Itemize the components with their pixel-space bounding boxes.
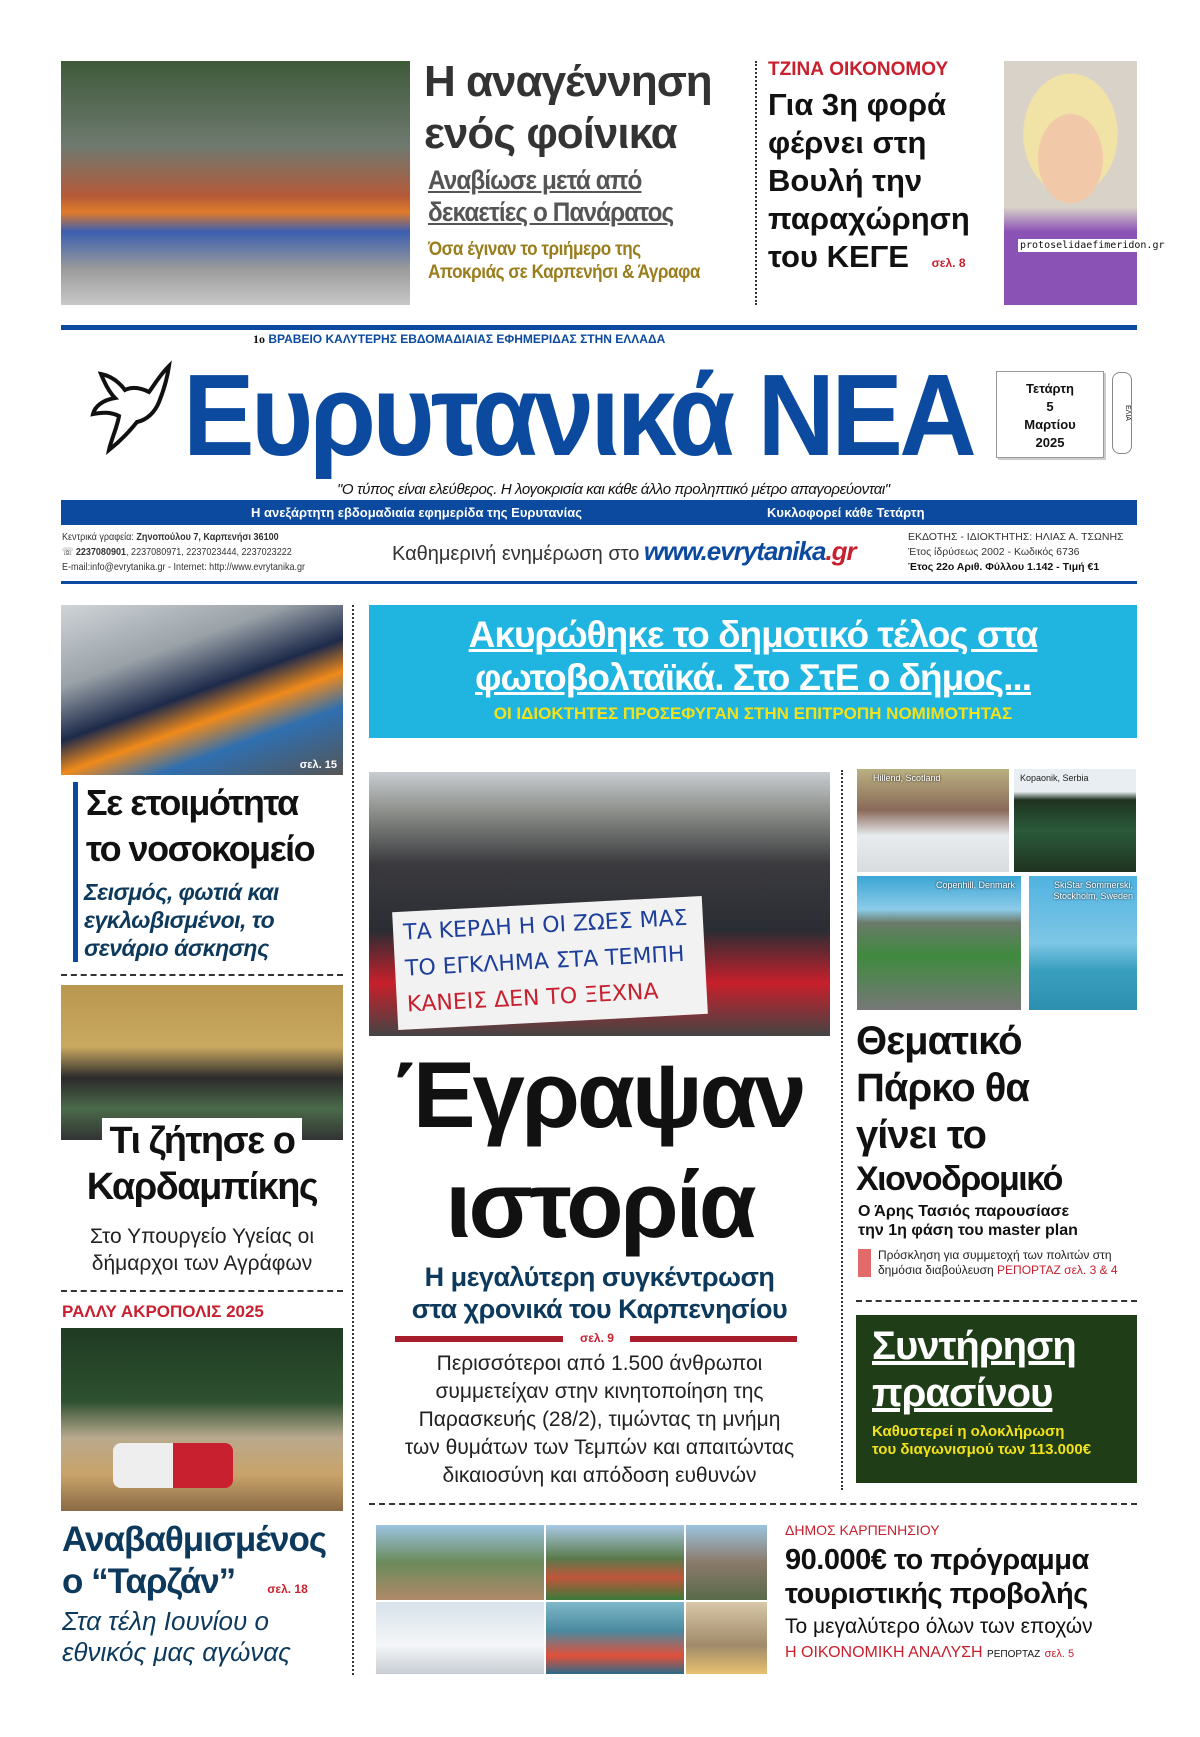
headline-line: το νοσοκομείο: [86, 828, 315, 869]
section-divider: [61, 1290, 343, 1292]
badge-text: ΕΛΙΑ: [1124, 405, 1131, 421]
ref-label: ΡΕΠΟΡΤΑΖ: [987, 1649, 1041, 1660]
red-rule-left: [395, 1336, 563, 1342]
masthead-rule: [61, 325, 1137, 330]
headline-line: Τι ζήτησε ο: [102, 1118, 303, 1164]
founded: Έτος ίδρύσεως 2002 - Κωδικός 6736: [908, 546, 1080, 558]
page-ref: σελ. 8: [931, 256, 966, 270]
body-line: Παρασκευής (28/2), τιμώντας τη μνήμη: [418, 1408, 781, 1431]
headline-line: Χιονοδρομικό: [856, 1160, 1062, 1198]
website-promo: [392, 536, 856, 567]
page-ref: σελ. 9: [580, 1331, 614, 1345]
protest-banner: [392, 896, 708, 1030]
headline-line: Καρδαμπίκης: [86, 1166, 318, 1208]
tourism-photo-snow: [376, 1602, 544, 1674]
headline-line: ο “Ταρζάν”: [62, 1562, 236, 1601]
green-maintenance-box: [856, 1315, 1137, 1483]
main-headline: [369, 1040, 830, 1260]
headline-line: του ΚΕΓΕ: [768, 239, 909, 274]
body-line: των θυμάτων των Τεμπών και απαιτώντας: [404, 1436, 795, 1459]
bottom-headline: [785, 1543, 1089, 1611]
date-box: [996, 371, 1104, 458]
tourism-photo-houses: [686, 1602, 767, 1674]
award-line: [253, 332, 665, 347]
subhead-line: Η μεγαλύτερη συγκέντρωση: [424, 1262, 775, 1292]
banner-sub: ΟΙ ΙΔΙΟΚΤΗΤΕΣ ΠΡΟΣΕΦΥΓΑΝ ΣΤΗΝ ΕΠΙΤΡΟΠΗ ΝΟΜΙΜΟΤΗΤΑΣ: [493, 704, 1013, 723]
carnival-photo: [61, 61, 410, 305]
top-deck-line: Όσα έγιναν το τριήμερο της: [428, 239, 641, 260]
protest-banner-line: ΚΑΝΕΙΣ ΔΕΝ ΤΟ ΞΕΧΝΑ: [406, 979, 660, 1018]
photo-label: Hillend, Scotland: [873, 773, 941, 783]
column-divider: [755, 61, 757, 305]
sub-line: εθνικός μας αγώνας: [62, 1637, 291, 1667]
body-line: Περισσότεροι από 1.500 άνθρωποι: [436, 1352, 763, 1375]
rally-sub: [62, 1606, 291, 1668]
sub-line: Στα τέλη Ιουνίου ο: [62, 1606, 269, 1636]
website-domain: www.evrytanika: [643, 536, 826, 566]
headline-line: γίνει το: [856, 1113, 986, 1157]
body-line: δικαιοσύνη και απόδοση ευθυνών: [442, 1464, 757, 1487]
top-subhead-line: Αναβίωσε μετά από: [428, 165, 642, 195]
issue: Έτος 22ο Αριθ. Φύλλου 1.142 - Τιμή €1: [908, 561, 1100, 573]
sub-line: εγκλωβισμένοι, το: [84, 907, 275, 933]
sub-line: Στο Υπουργείο Υγείας οι: [89, 1225, 315, 1248]
top-subhead: [428, 164, 673, 228]
publisher-info: [908, 530, 1124, 575]
hospital-sub: [84, 878, 279, 962]
top-deck-line: Αποκριάς σε Καρπενήσι & Άγραφα: [428, 262, 700, 283]
portrait-photo: [1004, 61, 1165, 305]
phone-icon: ☏: [62, 546, 74, 558]
ski-photo-kopaonik: [1014, 769, 1136, 872]
blue-accent-bar: [73, 782, 78, 962]
ski-park-headline: [856, 1018, 1062, 1199]
elia-badge-icon: [1112, 372, 1132, 454]
page-ref: σελ. 15: [299, 759, 337, 771]
tourism-photo-building: [686, 1525, 767, 1600]
headline-line: παραχώρηση: [768, 201, 970, 236]
phone-main: 2237080901: [75, 546, 127, 558]
top-right-kicker: ΤΖΙΝΑ ΟΙΚΟΝΟΜΟΥ: [768, 59, 949, 80]
tourism-photo-village: [376, 1525, 544, 1600]
sub-line: Ο Άρης Τασιός παρουσίασε: [858, 1203, 1070, 1220]
section-divider: [856, 1300, 1137, 1302]
section-divider: [61, 974, 343, 976]
publisher: ΕΚΔΟΤΗΣ - ΙΔΙΟΚΤΗΤΗΣ: ΗΛΙΑΣ Α. ΤΣΩΝΗΣ: [908, 531, 1124, 543]
date-weekday: Τετάρτη: [1025, 381, 1074, 396]
sub-line: Σεισμός, φωτιά και: [84, 879, 279, 905]
red-rule-right: [630, 1336, 797, 1342]
body-line: συμμετείχαν στην κινητοποίηση της: [435, 1380, 764, 1403]
protest-photo: [369, 772, 830, 1036]
headline-line: φέρνει στη: [768, 125, 927, 160]
headline-line: Έγραψαν: [385, 1040, 813, 1150]
green-headline-line: Συντήρηση: [872, 1324, 1076, 1368]
subhead-line: στα χρονικά του Καρπενησίου: [411, 1294, 788, 1324]
headline-line: Σε ετοιμότητα: [86, 782, 298, 823]
hospital-drill-photo: [61, 605, 343, 775]
kardampikis-sub: [61, 1223, 343, 1277]
date-day: 5: [1046, 399, 1054, 414]
masthead-motto: "Ο τύπος είναι ελεύθερος. Η λογοκρισία και κάθε άλλο προληπτικό μέτρο απαγορεύονται": [337, 481, 890, 498]
headline-line: Θεματικό: [856, 1019, 1022, 1063]
solar-fee-banner: [369, 605, 1137, 738]
headline-line: τουριστικής προβολής: [785, 1578, 1088, 1610]
sub-line: σενάριο άσκησης: [84, 935, 269, 961]
phones: , 2237080971, 2237023444, 2237023222: [126, 546, 292, 558]
column-divider: [841, 770, 843, 1490]
headline-line: Πάρκο θα: [856, 1066, 1029, 1110]
note-line: Πρόσκληση για συμμετοχή των πολιτών στη: [878, 1248, 1112, 1262]
headline-line: Για 3η φορά: [768, 87, 947, 122]
masthead-bar: [61, 500, 1137, 525]
rally-photo: [61, 1328, 343, 1511]
green-headline-line: πρασίνου: [872, 1371, 1053, 1415]
ski-photo-stockholm: [1029, 876, 1137, 1010]
rally-headline: [62, 1519, 326, 1610]
top-deck: [428, 238, 700, 284]
ski-photo-copenhill: [857, 876, 1021, 1010]
page-ref: σελ. 5: [1044, 1648, 1075, 1660]
section-divider: [369, 1503, 1137, 1505]
rally-kicker: ΡΑΛΛΥ ΑΚΡΟΠΟΛΙΣ 2025: [62, 1302, 264, 1321]
ski-park-sub: [858, 1202, 1078, 1240]
main-subhead: [369, 1261, 830, 1325]
bar-circulation: Κυκλοφορεί κάθε Τετάρτη: [767, 505, 925, 520]
banner-headline-line: Ακυρώθηκε το δημοτικό τέλος στα: [468, 614, 1038, 655]
top-headline: [424, 56, 744, 160]
award-rank: 1ο: [253, 332, 265, 346]
page-ref: σελ. 18: [267, 1582, 308, 1596]
email-line: E-mail:info@evrytanika.gr - Internet: http://www.evrytanika.gr: [62, 561, 306, 573]
headline-line: Βουλή την: [768, 163, 923, 198]
contact-info: [62, 530, 305, 575]
bottom-kicker: ΔΗΜΟΣ ΚΑΡΠΕΝΗΣΙΟΥ: [785, 1522, 940, 1538]
award-text: ΒΡΑΒΕΙΟ ΚΑΛΥΤΕΡΗΣ ΕΒΔΟΜΑΔΙΑΙΑΣ ΕΦΗΜΕΡΙΔΑΣ ΣΤΗΝ ΕΛΛΑΔΑ: [268, 332, 666, 346]
address: Ζηνοπούλου 7, Καρπενήσι 36100: [136, 531, 279, 543]
banner-headline-line: φωτοβολταϊκά. Στο ΣτΕ ο δήμος...: [475, 657, 1031, 698]
masthead-bottom-rule: [61, 581, 1137, 584]
date-month: Μαρτίου: [1024, 417, 1076, 432]
meeting-photo: [61, 985, 343, 1140]
headline-line: Αναβαθμισμένος: [62, 1520, 327, 1559]
dove-logo-icon: [89, 362, 173, 454]
rally-car: [113, 1443, 233, 1488]
tourism-photo-stadium: [546, 1525, 684, 1600]
note-line: δημόσια διαβούλευση: [878, 1263, 994, 1277]
date-year: 2025: [1035, 435, 1065, 450]
bottom-tag: Η ΟΙΚΟΝΟΜΙΚΗ ΑΝΑΛΥΣΗ: [785, 1644, 983, 1661]
kardampikis-headline: [61, 1118, 343, 1210]
website-tld: .gr: [825, 536, 856, 566]
protest-banner-line: ΤΟ ΕΓΚΛΗΜΑ ΣΤΑ ΤΕΜΠΗ: [404, 941, 686, 982]
page-ref: ΡΕΠΟΡΤΑΖ σελ. 3 & 4: [997, 1263, 1118, 1277]
ski-photo-hillend: [857, 769, 1009, 872]
masthead-title: Ευρυτανικά ΝΕΑ: [183, 350, 973, 480]
green-sub-line: Καθυστερεί η ολοκλήρωση: [872, 1423, 1065, 1440]
green-sub-line: του διαγωνισμού των 113.000€: [872, 1441, 1092, 1458]
photo-label: Copenhill, Denmark: [935, 880, 1015, 890]
column-divider: [352, 605, 354, 1675]
bar-tagline: Η ανεξάρτητη εβδομαδιαία εφημερίδα της Ευρυτανίας: [251, 505, 583, 520]
hospital-headline: [86, 780, 314, 872]
sub-line: δήμαρχοι των Αγράφων: [91, 1252, 313, 1275]
top-headline-line: ενός φοίνικα: [424, 109, 677, 158]
website-link[interactable]: [644, 536, 856, 566]
photo-label: SkiStar Sommerski, Stockholm, Sweden: [1053, 880, 1133, 901]
address-label: Κεντρικά γραφεία:: [62, 531, 134, 543]
red-marker: [858, 1249, 871, 1277]
promo-text: Καθημερινή ενημέρωση στο: [392, 543, 640, 565]
ski-park-note: [878, 1248, 1118, 1278]
bottom-tag-line: [785, 1643, 1074, 1664]
headline-line: ιστορία: [445, 1152, 754, 1257]
photo-label: Kopaonik, Serbia: [1020, 773, 1089, 783]
top-headline-line: Η αναγέννηση: [424, 57, 712, 106]
bottom-sub: Το μεγαλύτερο όλων των εποχών: [785, 1615, 1093, 1638]
headline-line: 90.000€ το πρόγραμμα: [785, 1544, 1089, 1576]
tourism-photo-rafting: [546, 1602, 684, 1674]
protest-banner-line: ΤΑ ΚΕΡΔΗ Η ΟΙ ΖΩΕΣ ΜΑΣ: [402, 905, 689, 946]
watermark: protoselidaefimeridon.gr: [1020, 240, 1165, 251]
top-right-headline: [768, 86, 970, 282]
sub-line: την 1η φάση του master plan: [858, 1222, 1078, 1239]
main-body: [369, 1350, 830, 1490]
top-subhead-line: δεκαετίες ο Πανάρατος: [428, 197, 674, 227]
